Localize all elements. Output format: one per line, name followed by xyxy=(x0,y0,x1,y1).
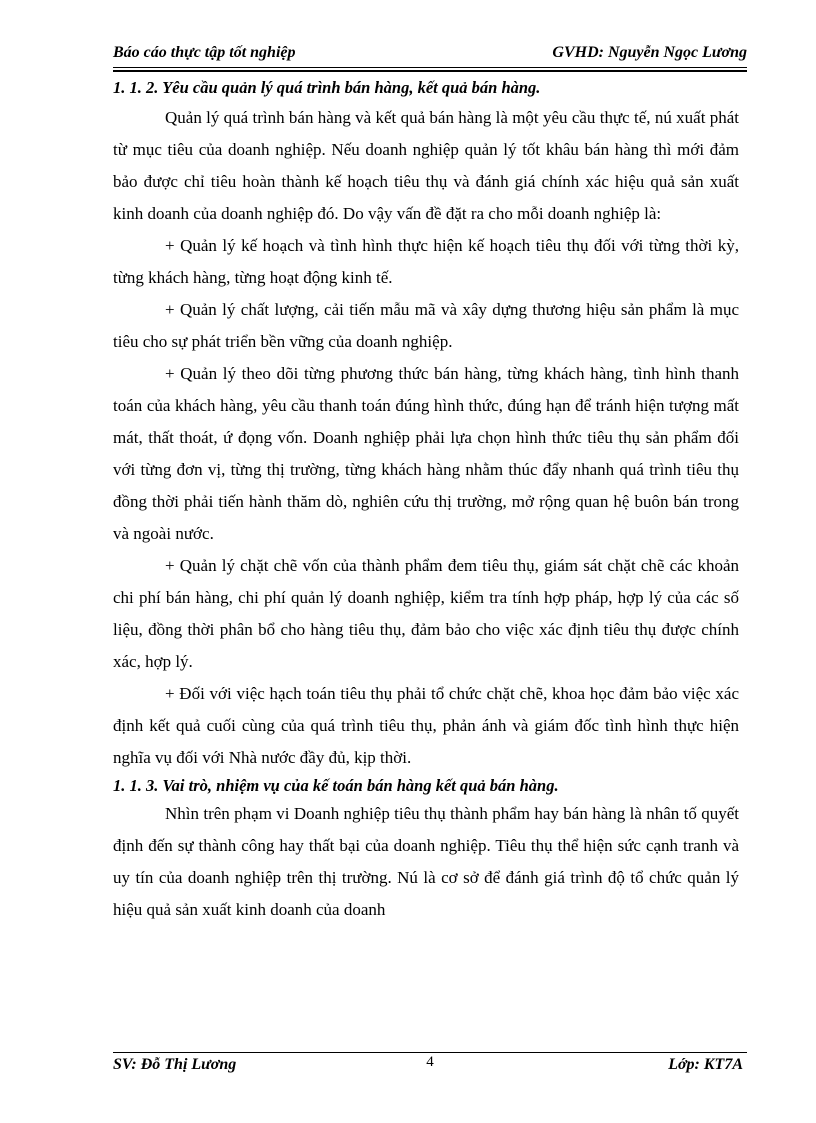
paragraph: + Quản lý chặt chẽ vốn của thành phẩm đem tiêu thụ, giám sát chặt chẽ các khoản chi phí bán hàng, chi phí quản lý doanh nghiệp, kiểm tra tính hợp pháp, hợp lý của các số liệu, đồng thời phân bổ cho hàng tiêu thụ, đảm bảo cho việc xác định tiêu thụ được chính xác, hợp lý. xyxy=(113,556,739,671)
header-report-title: Báo cáo thực tập tốt nghiệp xyxy=(113,44,296,61)
header-rule-thin xyxy=(113,67,747,68)
running-footer xyxy=(113,1056,747,1078)
paragraph: + Quản lý kế hoạch và tình hình thực hiện kế hoạch tiêu thụ đối với từng thời kỳ, từng khách hàng, từng hoạt động kinh tế. xyxy=(113,236,739,287)
header-supervisor: GVHD: Nguyễn Ngọc Lương xyxy=(552,44,747,61)
paragraph: + Đối với việc hạch toán tiêu thụ phải tổ chức chặt chẽ, khoa học đảm bảo việc xác định kết quả cuối cùng của quá trình tiêu thụ, phản ánh và giám đốc tình hình thực hiện nghĩa vụ đối với Nhà nước đầy đủ, kịp thời. xyxy=(113,684,739,767)
footer-class: Lớp: KT7A xyxy=(668,1056,743,1073)
footer-student-name: SV: Đỗ Thị Lương xyxy=(113,1056,237,1073)
section-heading-1-1-2: 1. 1. 2. Yêu cầu quản lý quá trình bán hàng, kết quả bán hàng. xyxy=(113,78,541,97)
page-body xyxy=(113,76,739,926)
running-header xyxy=(113,44,747,66)
paragraph: Quản lý quá trình bán hàng và kết quả bán hàng là một yêu cầu thực tế, nú xuất phát từ mục tiêu của doanh nghiệp. Nếu doanh nghiệp quản lý tốt khâu bán hàng thì mới đảm bảo được chỉ tiêu hoàn thành kế hoạch tiêu thụ và đánh giá chính xác hiệu quả sản xuất kinh doanh của doanh nghiệp đó. Do vậy vấn đề đặt ra cho mỗi doanh nghiệp là: xyxy=(113,108,739,223)
footer-rule xyxy=(113,1052,747,1053)
paragraph: + Quản lý theo dõi từng phương thức bán hàng, từng khách hàng, tình hình thanh toán của khách hàng, yêu cầu thanh toán đúng hình thức, đúng hạn để tránh hiện tượng mất mát, thất thoát, ứ đọng vốn. Doanh nghiệp phải lựa chọn hình thức tiêu thụ sản phẩm đối với từng đơn vị, từng thị trường, từng khách hàng nhằm thúc đẩy nhanh quá trình tiêu thụ đồng thời phải tiến hành thăm dò, nghiên cứu thị trường, mở rộng quan hệ buôn bán trong và ngoài nước. xyxy=(113,364,739,543)
section-heading-1-1-3: 1. 1. 3. Vai trò, nhiệm vụ của kế toán bán hàng kết quả bán hàng. xyxy=(113,776,559,795)
header-rule-thick xyxy=(113,70,747,72)
page-number: 4 xyxy=(426,1054,434,1070)
paragraph: Nhìn trên phạm vi Doanh nghiệp tiêu thụ thành phẩm hay bán hàng là nhân tố quyết định đến sự thành công hay thất bại của doanh nghiệp. Tiêu thụ thể hiện sức cạnh tranh và uy tín của doanh nghiệp trên thị trường. Nú là cơ sở để đánh giá trình độ tổ chức quản lý hiệu quả sản xuất kinh doanh của doanh xyxy=(113,804,739,919)
paragraph: + Quản lý chất lượng, cải tiến mẫu mã và xây dựng thương hiệu sản phẩm là mục tiêu cho sự phát triển bền vững của doanh nghiệp. xyxy=(113,300,739,351)
